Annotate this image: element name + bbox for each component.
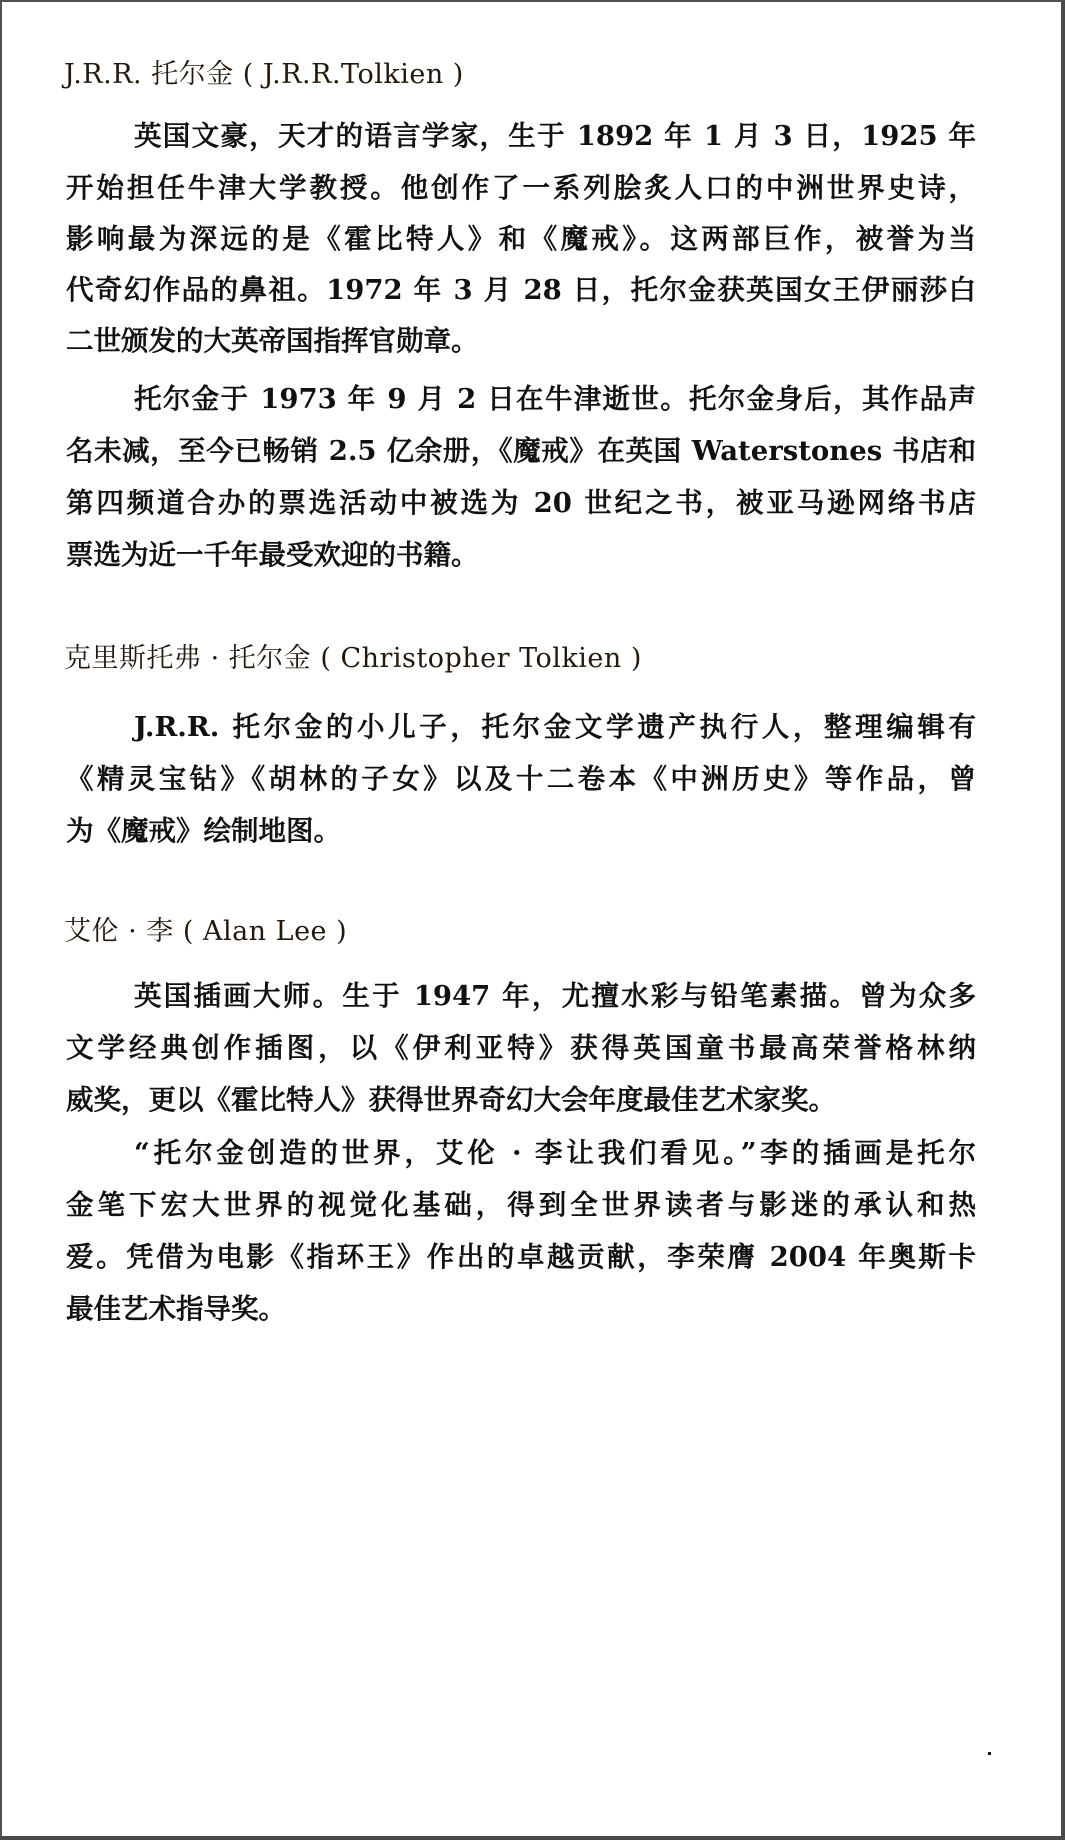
paragraph-line: 为《魔戒》绘制地图。 <box>66 815 341 847</box>
section-heading-jrr-tolkien: J.R.R. 托尔金 ( J.R.R.Tolkien ) <box>64 59 464 90</box>
section-heading-christopher-tolkien: 克里斯托弗 · 托尔金 ( Christopher Tolkien ) <box>64 643 642 674</box>
paragraph-line: 文学经典创作插图，以《伊利亚特》获得英国童书最高荣誉格林纳 <box>66 1032 976 1064</box>
paragraph-line: 影响最为深远的是《霍比特人》和《魔戒》。这两部巨作，被誉为当 <box>66 223 976 255</box>
paragraph-line: J.R.R. 托尔金的小儿子，托尔金文学遗产执行人，整理编辑有 <box>134 711 976 743</box>
paragraph-line: 威奖，更以《霍比特人》获得世界奇幻大会年度最佳艺术家奖。 <box>66 1084 836 1116</box>
paragraph-line: 名未减，至今已畅销 2.5 亿余册，《魔戒》在英国 Waterstones 书店和 <box>66 435 976 467</box>
section-heading-alan-lee: 艾伦 · 李 ( Alan Lee ) <box>64 916 348 947</box>
paragraph-line: “托尔金创造的世界，艾伦 · 李让我们看见。”李的插画是托尔 <box>134 1137 976 1169</box>
paragraph-line: 英国文豪，天才的语言学家，生于 1892 年 1 月 3 日，1925 年 <box>134 120 976 152</box>
paragraph-line: 票选为近一千年最受欢迎的书籍。 <box>66 539 479 571</box>
scan-speck <box>988 1752 991 1755</box>
paragraph-line: 最佳艺术指导奖。 <box>66 1293 286 1325</box>
paragraph-line: 代奇幻作品的鼻祖。1972 年 3 月 28 日，托尔金获英国女王伊丽莎白 <box>66 274 976 306</box>
paragraph-line: 开始担任牛津大学教授。他创作了一系列脍炙人口的中洲世界史诗， <box>66 172 976 204</box>
paragraph-line: 第四频道合办的票选活动中被选为 20 世纪之书，被亚马逊网络书店 <box>66 487 976 519</box>
paragraph-line: 英国插画大师。生于 1947 年，尤擅水彩与铅笔素描。曾为众多 <box>134 980 976 1012</box>
paragraph-line: 金笔下宏大世界的视觉化基础，得到全世界读者与影迷的承认和热 <box>66 1189 976 1221</box>
paragraph-line: 托尔金于 1973 年 9 月 2 日在牛津逝世。托尔金身后，其作品声 <box>134 383 976 415</box>
paragraph-line: 《精灵宝钻》《胡林的子女》以及十二卷本《中洲历史》等作品，曾 <box>66 763 976 795</box>
paragraph-line: 二世颁发的大英帝国指挥官勋章。 <box>66 325 479 357</box>
paragraph-line: 爱。凭借为电影《指环王》作出的卓越贡献，李荣膺 2004 年奥斯卡 <box>66 1241 976 1273</box>
